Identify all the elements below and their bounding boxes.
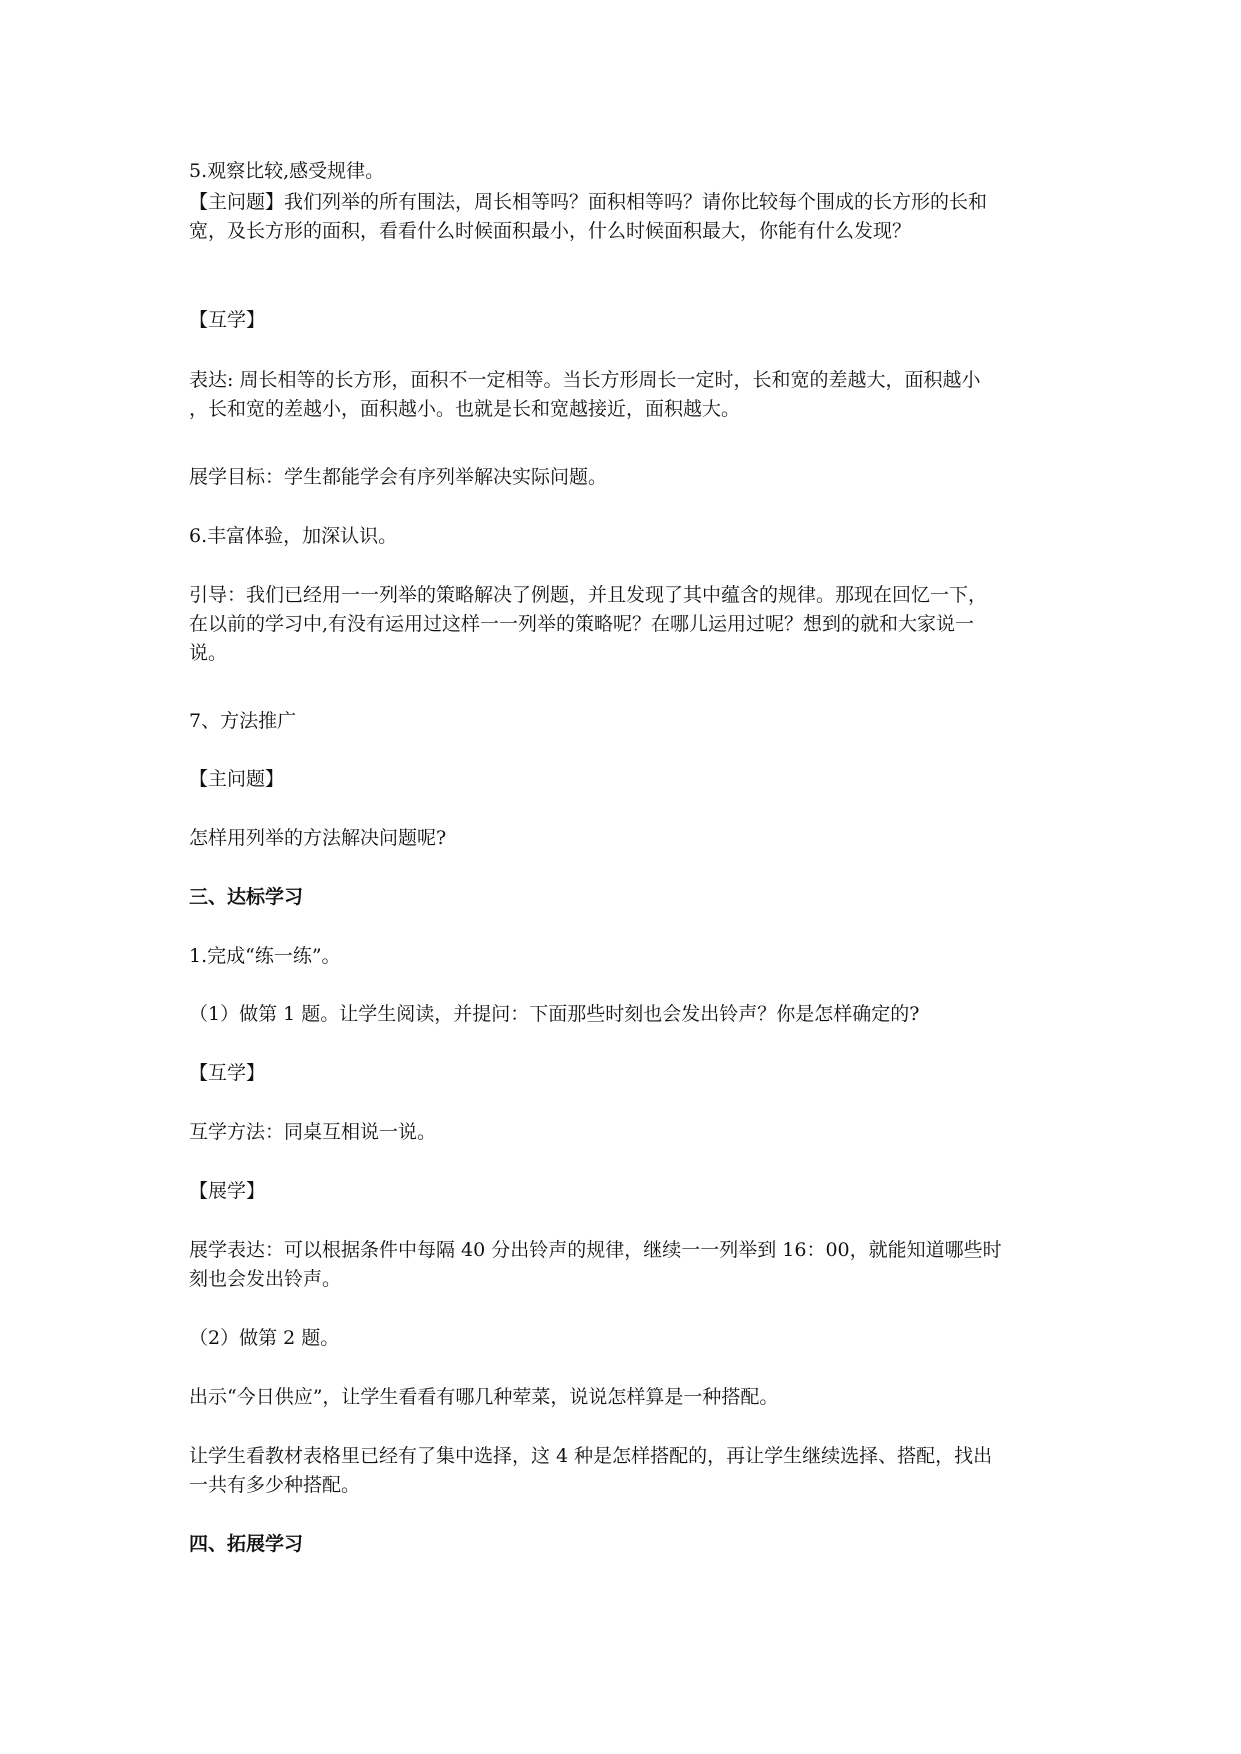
text-line: 1.完成“练一练”。: [189, 945, 341, 967]
text-line: 表达: 周长相等的长方形，面积不一定相等。当长方形周长一定时，长和宽的差越大，面积越小: [189, 369, 981, 391]
text-line: 引导：我们已经用一一列举的策略解决了例题，并且发现了其中蕴含的规律。那现在回忆一下，: [189, 584, 988, 606]
text-line: 【互学】: [189, 309, 266, 331]
text-line: 让学生看教材表格里已经有了集中选择，这 4 种是怎样搭配的，再让学生继续选择、搭配，找出: [189, 1445, 993, 1467]
text-line: 宽，及长方形的面积，看看什么时候面积最小，什么时候面积最大，你能有什么发现？: [189, 220, 912, 242]
paragraph-p12: [189, 942, 1064, 971]
paragraph-p3: [189, 306, 1064, 335]
paragraph-p7: [189, 581, 1064, 668]
text-line: （2）做第 2 题。: [189, 1327, 340, 1349]
text-line: 5.观察比较,感受规律。: [189, 160, 385, 182]
paragraph-p15: [189, 1118, 1064, 1147]
text-line: 【展学】: [189, 1180, 266, 1202]
paragraph-p13: [189, 1000, 1064, 1029]
paragraph-p19: [189, 1383, 1064, 1412]
paragraph-p8: [189, 707, 1064, 736]
paragraph-p20: [189, 1442, 1064, 1500]
text-line: 说。: [189, 642, 228, 664]
paragraph-p9: [189, 765, 1064, 794]
text-line: 6.丰富体验，加深认识。: [189, 525, 398, 547]
paragraph-p18: [189, 1324, 1064, 1353]
text-line: 互学方法：同桌互相说一说。: [189, 1121, 437, 1143]
text-line: 展学目标：学生都能学会有序列举解决实际问题。: [189, 466, 608, 488]
paragraph-p6: [189, 522, 1064, 551]
text-line: 刻也会发出铃声。: [189, 1268, 342, 1290]
text-line: 一共有多少种搭配。: [189, 1474, 361, 1496]
text-line: 四、拓展学习: [189, 1533, 304, 1555]
text-line: 【主问题】: [189, 768, 285, 790]
paragraph-p10: [189, 824, 1064, 853]
paragraph-p4: [189, 366, 1064, 424]
section-heading-4: [189, 1530, 1064, 1559]
paragraph-p5: [189, 463, 1064, 492]
section-heading-3: [189, 883, 1064, 912]
paragraph-p14: [189, 1059, 1064, 1088]
text-line: 展学表达：可以根据条件中每隔 40 分出铃声的规律，继续一一列举到 16：00，就能知道哪些时: [189, 1239, 1002, 1261]
text-line: 三、达标学习: [189, 886, 304, 908]
paragraph-p17: [189, 1236, 1064, 1294]
text-line: 【主问题】我们列举的所有围法，周长相等吗？面积相等吗？请你比较每个围成的长方形的长和: [189, 191, 988, 213]
text-line: （1）做第 1 题。让学生阅读，并提问：下面那些时刻也会发出铃声？你是怎样确定的?: [189, 1003, 920, 1025]
text-line: 【互学】: [189, 1062, 266, 1084]
text-line: 在以前的学习中,有没有运用过这样一一列举的策略呢？在哪儿运用过呢？想到的就和大家说一: [189, 613, 975, 635]
text-line: 怎样用列举的方法解决问题呢?: [189, 827, 447, 849]
paragraph-p16: [189, 1177, 1064, 1206]
paragraph-p2: [189, 188, 1064, 246]
text-line: 7、方法推广: [189, 710, 297, 732]
text-line: 出示“今日供应”，让学生看看有哪几种荤菜，说说怎样算是一种搭配。: [189, 1386, 779, 1408]
paragraph-p1: [189, 157, 1064, 186]
text-line: ，长和宽的差越小，面积越小。也就是长和宽越接近，面积越大。: [189, 398, 741, 420]
